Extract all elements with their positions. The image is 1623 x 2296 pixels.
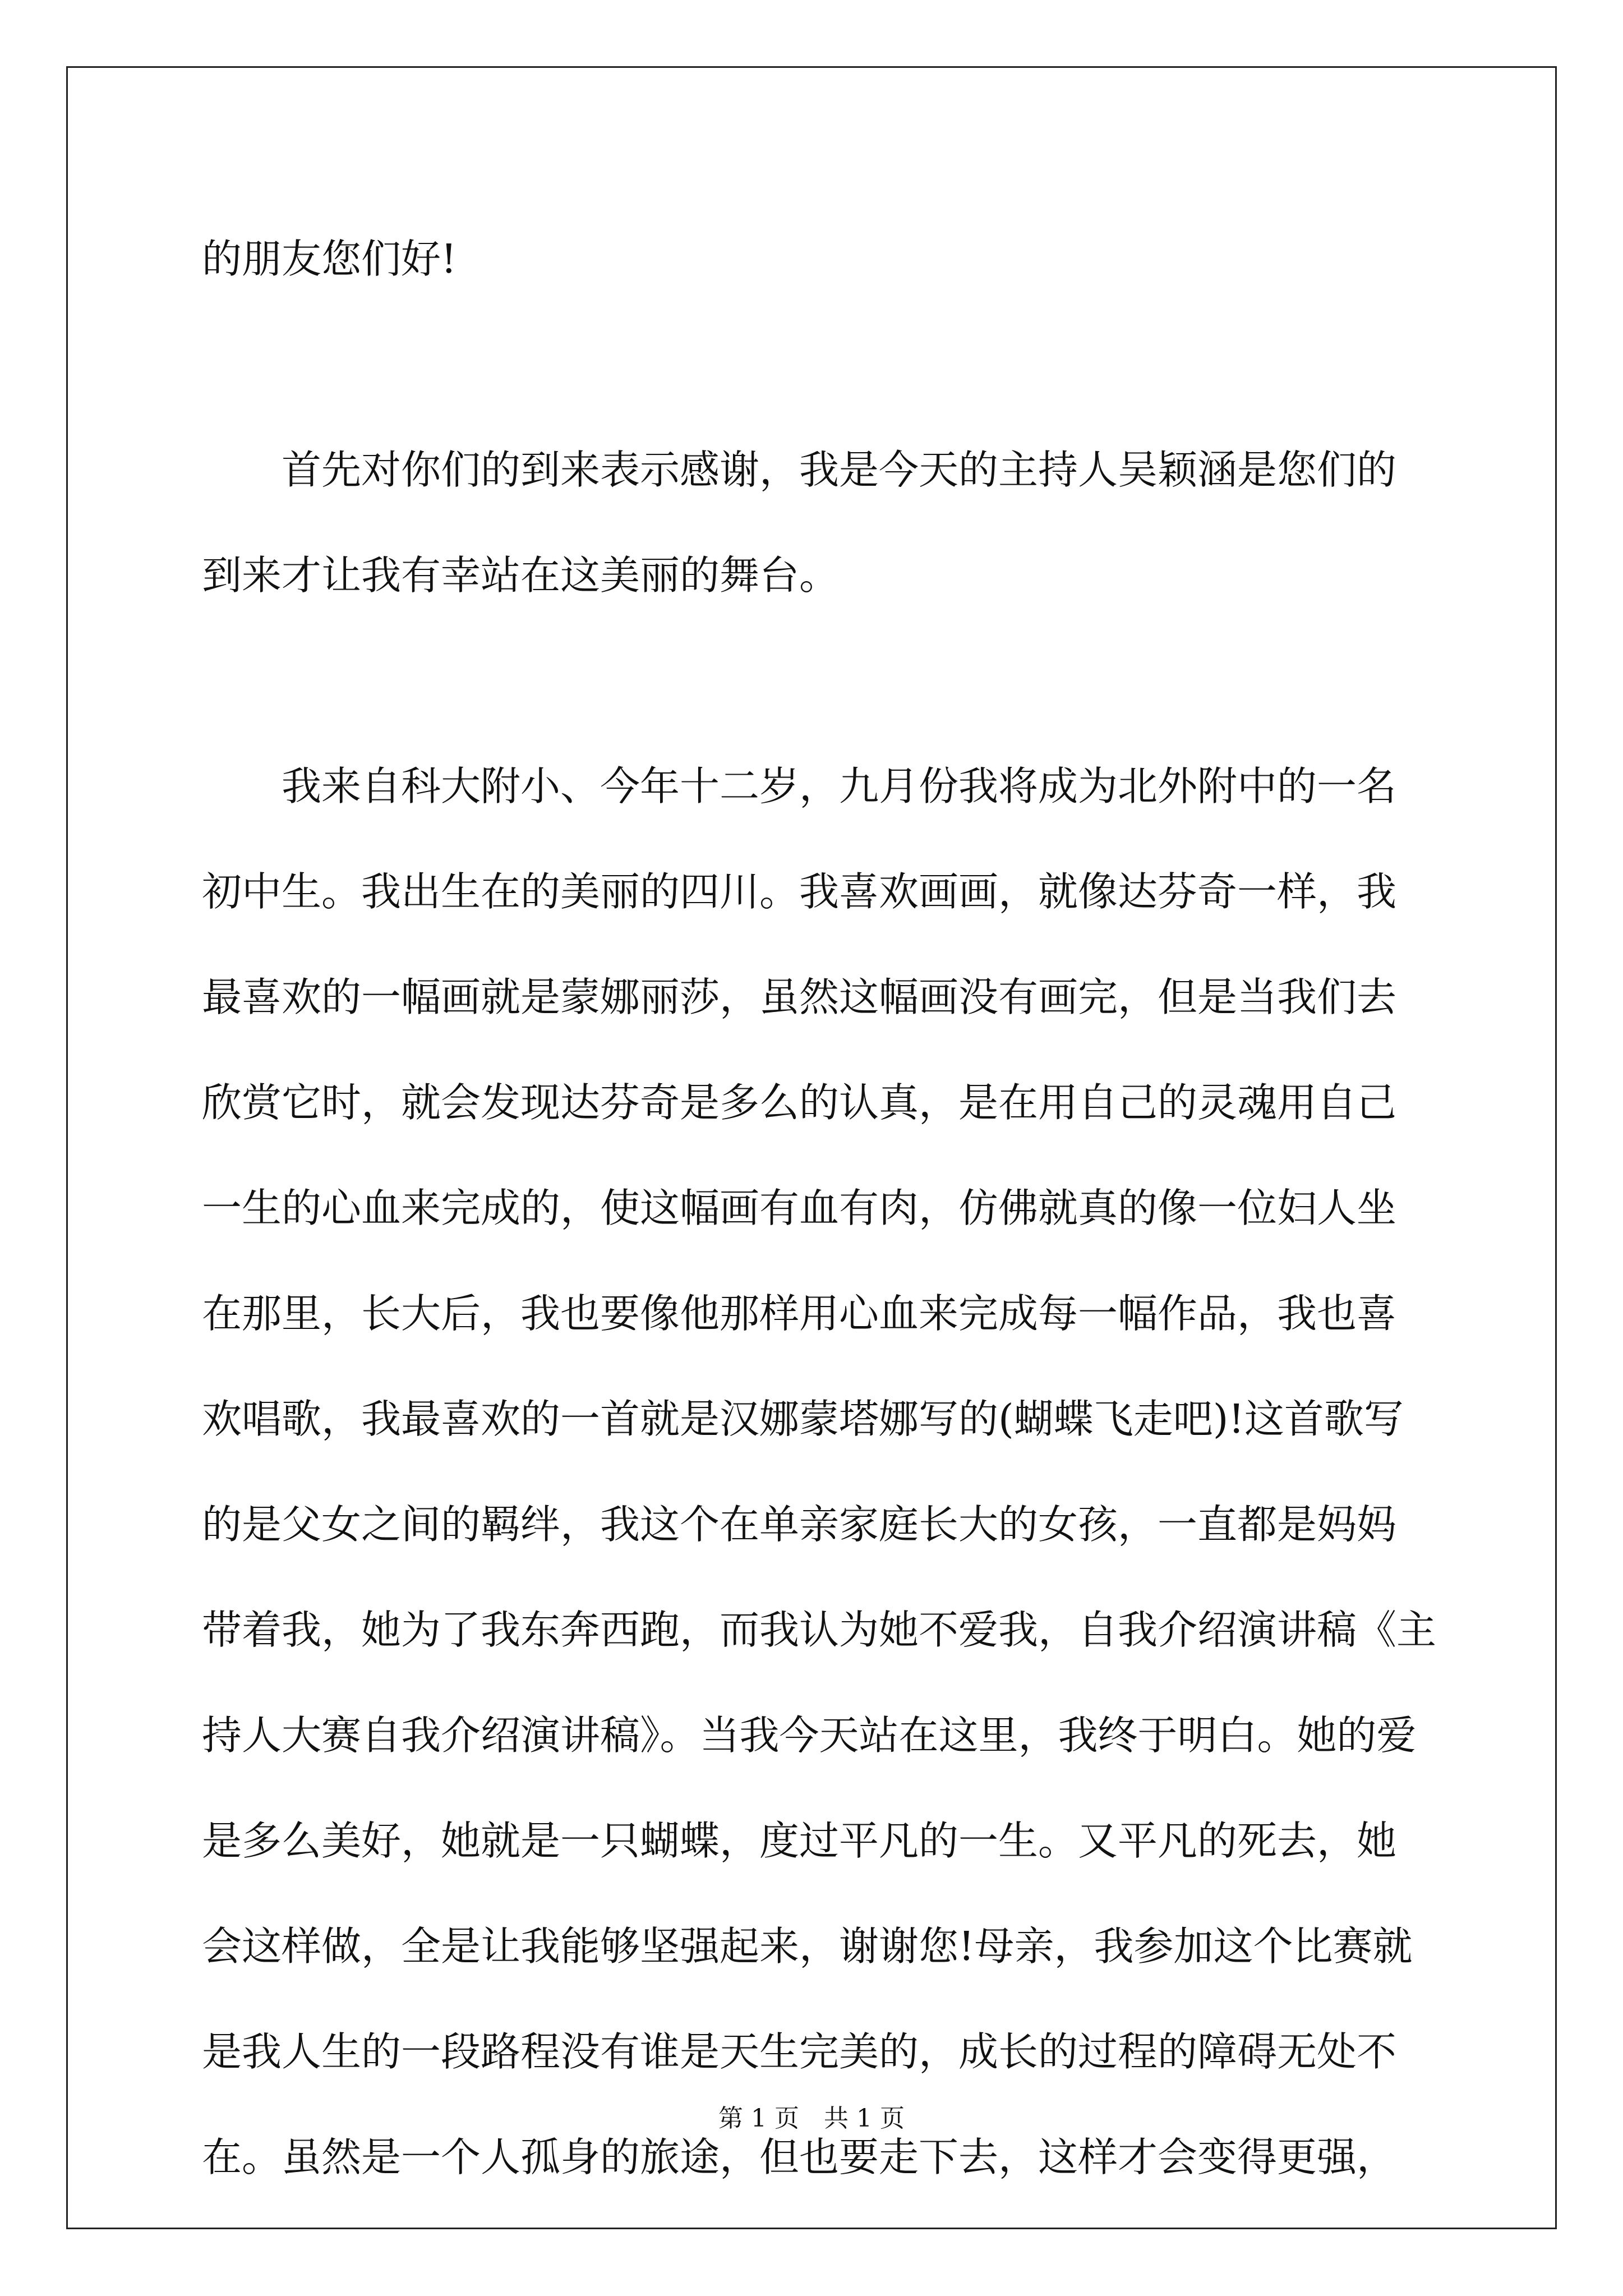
paragraph-gap	[202, 312, 1436, 417]
text-line: 是我人生的一段路程没有谁是天生完美的，成长的过程的障碍无处不	[202, 2028, 1397, 2075]
text-line: 我来自科大附小、今年十二岁，九月份我将成为北外附中的一名	[202, 763, 1397, 809]
text-line: 欣赏它时，就会发现达芬奇是多么的认真，是在用自己的灵魂用自己	[202, 1079, 1397, 1126]
text-line: 欢唱歌，我最喜欢的一首就是汉娜蒙塔娜写的(蝴蝶飞走吧)!这首歌写	[202, 1396, 1404, 1442]
text-line: 在。虽然是一个人孤身的旅途，但也要走下去，这样才会变得更强，	[202, 2134, 1397, 2180]
text-line: 的是父女之间的羁绊，我这个在单亲家庭长大的女孩，一直都是妈妈	[202, 1501, 1397, 1548]
document-body	[202, 206, 1436, 2210]
text-line: 首先对你们的到来表示感谢，我是今天的主持人吴颖涵是您们的	[202, 447, 1397, 493]
text-line: 初中生。我出生在的美丽的四川。我喜欢画画，就像达芬奇一样，我	[202, 868, 1397, 915]
text-line: 到来才让我有幸站在这美丽的舞台。	[202, 552, 840, 599]
text-line: 最喜欢的一幅画就是蒙娜丽莎，虽然这幅画没有画完，但是当我们去	[202, 974, 1397, 1020]
paragraph-gap	[202, 628, 1436, 734]
text-line: 带着我，她为了我东奔西跑，而我认为她不爱我，自我介绍演讲稿《主	[202, 1607, 1437, 1653]
text-line: 的朋友您们好!	[202, 236, 457, 282]
page-number-footer: 第 1 页 共 1 页	[718, 2104, 905, 2133]
text-line: 一生的心血来完成的，使这幅画有血有肉，仿佛就真的像一位妇人坐	[202, 1185, 1397, 1231]
text-line: 在那里，长大后，我也要像他那样用心血来完成每一幅作品，我也喜	[202, 1290, 1397, 1337]
text-line: 会这样做，全是让我能够坚强起来，谢谢您!母亲，我参加这个比赛就	[202, 1923, 1413, 1970]
text-line: 持人大赛自我介绍演讲稿》。当我今天站在这里，我终于明白。她的爱	[202, 1712, 1417, 1759]
text-line: 是多么美好，她就是一只蝴蝶，度过平凡的一生。又平凡的死去，她	[202, 1818, 1397, 1864]
